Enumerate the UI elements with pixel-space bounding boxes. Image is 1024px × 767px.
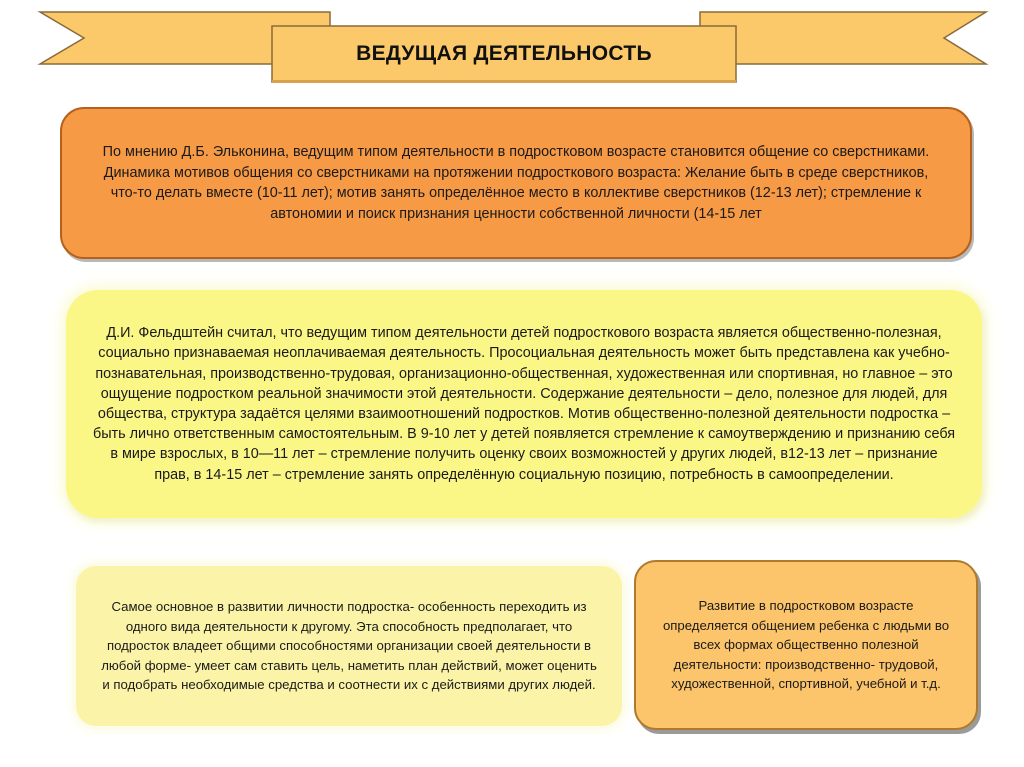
elkonin-block xyxy=(60,107,972,259)
development-text: Развитие в подростковом возрасте определяется общением ребенка с людьми во всех формах общественно полезной деятельности: производственно- трудовой, художественной, спортивной, учебной и т.д. xyxy=(662,598,950,692)
main-feature-block xyxy=(76,566,622,726)
elkonin-text: По мнению Д.Б. Эльконина, ведущим типом деятельности в подростковом возрасте становится общение со сверстниками. Динамика мотивов общения со сверстниками на протяжении подросткового возраста: Желание быть в среде сверстников, что-то делать вместе (10-11 лет); мотив занять определённое место в коллективе сверстников (12-13 лет); стремление к автономии и поиск признания ценности собственной личности (14-15 лет xyxy=(102,144,930,222)
main-feature-text: Самое основное в развитии личности подростка- особенность переходить из одного вида деятельности к другому. Эта способность предполагает, что подросток владеет общими способностями организации своей деятельности в любой форме- умеет сам ставить цель, наметить план действий, может оценить и подобрать необходимые средства и соотнести их с действиями других людей. xyxy=(101,599,597,693)
feldshtein-block xyxy=(66,290,982,518)
ribbon-right-tail xyxy=(700,12,986,64)
feldshtein-text: Д.И. Фельдштейн считал, что ведущим типом деятельности детей подросткового возраста является общественно-полезная, социально признаваемая неоплачиваемая деятельность. Просоциальная деятельность может быть представлена как учебно-познавательная, производственно-трудовая, организационно-общественная, художественная или спортивная, но главное – это ощущение подростком реальной значимости этой деятельности. Содержание деятельности – дело, полезное для людей, для общества, структура задаётся целями взаимоотношений подростков. Мотив общественно-полезной деятельности подростка –быть лично ответственным самостоятельным. В 9-10 лет у детей появляется стремление к самоутверждению и признанию себя в мире взрослых, в 10—11 лет – стремление получить оценку своих возможностей у других людей, в12-13 лет – признание прав, в 14-15 лет – стремление занять определённую социальную позицию, потребность в самоопределении. xyxy=(92,325,956,483)
page-title: ВЕДУЩАЯ ДЕЯТЕЛЬНОСТЬ xyxy=(356,42,652,65)
development-block xyxy=(634,560,978,730)
